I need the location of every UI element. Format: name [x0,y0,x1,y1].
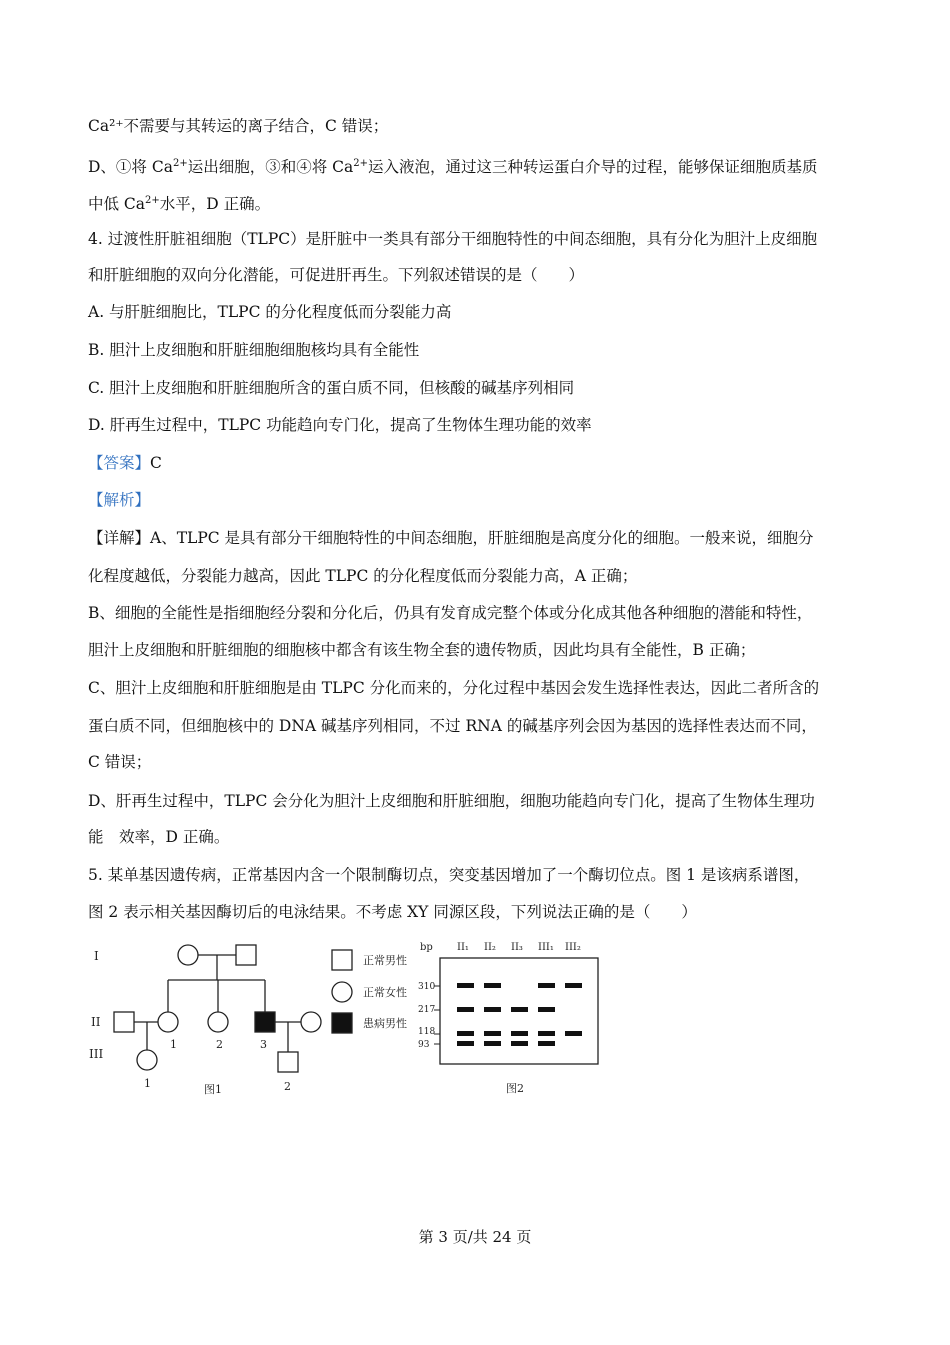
detail-label: 【详解】 [88,529,151,547]
gel-band-310bp [538,983,555,988]
generation-label-i: I [94,949,99,963]
gel-band-118bp [484,1031,501,1036]
gel-band-93bp [457,1041,474,1046]
legend-affected-label: 患病男性 [363,1017,407,1030]
individual-number: 3 [260,1038,267,1051]
text-seg: 水平，D 正确。 [159,195,271,213]
question-5-stem-2: 图 2 表示相关基因酶切后的电泳结果。不考虑 XY 同源区段，下列说法正确的是（ ） [88,903,697,921]
electrophoresis-gel [418,942,598,1095]
pedigree-male-spouse [114,1012,134,1032]
gel-lane-label: III₂ [565,942,581,953]
legend-female-label: 正常女性 [363,986,407,999]
question-4-option-a: A. 与肝脏细胞比，TLPC 的分化程度低而分裂能力高 [88,303,452,321]
gel-band-217bp [538,1007,555,1012]
detail-line-9: 能 效率，D 正确。 [88,828,230,846]
gel-band-217bp [457,1007,474,1012]
question-4-option-d: D. 肝再生过程中，TLPC 功能趋向专门化，提高了生物体生理功能的效率 [88,416,592,434]
text-seg: 运出细胞，③和④将 Ca [187,158,354,176]
pedigree-female-ii1 [158,1012,178,1032]
legend-affected-symbol [332,1013,352,1033]
detail-line-1 [88,528,814,548]
superscript: 2+ [172,158,188,169]
text-seg: A、TLPC 是具有部分干细胞特性的中间态细胞，肝脏细胞是高度分化的细胞。一般来说，细胞分 [150,529,814,547]
detail-line-7: C 错误； [88,753,152,771]
pedigree-legend [332,950,407,1033]
gel-band-93bp [484,1041,501,1046]
answer-line [88,453,162,473]
question-5-stem-1: 5. 某单基因遗传病，正常基因内含一个限制酶切点，突变基因增加了一个酶切位点。图 1 是该病系谱图， [88,866,810,884]
gel-size-label: 310 [418,982,436,992]
figure-2-caption: 图2 [506,1082,524,1095]
individual-number: 2 [216,1038,223,1051]
gel-band-310bp [457,983,474,988]
text-line-2 [88,154,818,177]
legend-male-label: 正常男性 [363,954,407,967]
text-seg: 运入液泡，通过这三种转运蛋白介导的过程，能够保证细胞质基质 [368,158,818,176]
individual-number: 1 [170,1038,177,1051]
gel-lane-label: II₁ [457,942,469,953]
pedigree-chart [89,945,321,1096]
bp-axis-label: bp [420,942,433,953]
genetics-figure [88,930,608,1100]
detail-line-2: 化程度越低，分裂能力越高，因此 TLPC 的分化程度低而分裂能力高，A 正确； [88,567,638,585]
text-line-3 [88,191,270,214]
text-seg: D、①将 Ca [88,158,173,176]
individual-number: 2 [284,1080,291,1093]
page-footer: 第 3 页/共 24 页 [418,1228,532,1246]
gel-band-93bp [511,1041,528,1046]
superscript: 2+ [145,195,160,206]
text-line-1: Ca²⁺不需要与其转运的离子结合，C 错误； [88,117,389,135]
question-4-option-b: B. 胆汁上皮细胞和肝脏细胞细胞核均具有全能性 [88,341,420,359]
gel-band-118bp [511,1031,528,1036]
gel-size-label: 93 [418,1040,430,1050]
question-4-option-c: C. 胆汁上皮细胞和肝脏细胞所含的蛋白质不同，但核酸的碱基序列相同 [88,379,575,397]
detail-line-8: D、肝再生过程中，TLPC 会分化为胆汁上皮细胞和肝脏细胞，细胞功能趋向专门化，提高了生物体生理功 [88,792,815,810]
gel-lane-label: II₂ [484,942,496,953]
figure-1-caption: 图1 [204,1083,222,1096]
gel-band-310bp [565,983,582,988]
detail-line-4: 胆汁上皮细胞和肝脏细胞的细胞核中都含有该生物全套的遗传物质，因此均具有全能性，B 正确； [88,641,756,659]
gel-band-118bp [457,1031,474,1036]
pedigree-affected-male-ii3 [255,1012,275,1032]
gel-band-93bp [538,1041,555,1046]
detail-line-3: B、细胞的全能性是指细胞经分裂和分化后，仍具有发育成完整个体或分化成其他各种细胞的潜能和特性， [88,604,813,622]
gel-band-217bp [484,1007,501,1012]
detail-line-6: 蛋白质不同，但细胞核中的 DNA 碱基序列相同，不过 RNA 的碱基序列会因为基因的选择性表达而不同， [88,717,817,735]
pedigree-female-iii1 [137,1050,157,1070]
question-4-stem-2: 和肝脏细胞的双向分化潜能，可促进肝再生。下列叙述错误的是（ ） [88,266,585,284]
pedigree-female-spouse [301,1012,321,1032]
gel-band-118bp [565,1031,582,1036]
detail-line-5: C、胆汁上皮细胞和肝脏细胞是由 TLPC 分化而来的，分化过程中基因会发生选择性表达，因此二者所含的 [88,679,820,697]
pedigree-male-i2 [236,945,256,965]
gel-size-label: 118 [418,1027,436,1037]
gel-band-310bp [484,983,501,988]
gel-band-118bp [538,1031,555,1036]
pedigree-female-ii2 [208,1012,228,1032]
legend-female-symbol [332,982,352,1002]
pedigree-female-i1 [178,945,198,965]
answer-value: C [150,454,162,472]
legend-male-symbol [332,950,352,970]
pedigree-male-iii2 [278,1052,298,1072]
gel-band-217bp [511,1007,528,1012]
text-seg: 中低 Ca [88,195,146,213]
superscript: 2+ [353,158,368,169]
generation-label-ii: II [91,1015,101,1029]
gel-lane-label: III₁ [538,942,554,953]
gel-size-label: 217 [418,1005,436,1015]
question-4-stem-1: 4. 过渡性肝脏祖细胞（TLPC）是肝脏中一类具有部分干细胞特性的中间态细胞，具有分化为胆汁上皮细胞 [88,230,818,248]
individual-number: 1 [144,1077,151,1090]
answer-label: 【答案】 [88,454,151,472]
gel-lane-label: II₃ [511,942,523,953]
analysis-label: 【解析】 [88,491,151,509]
generation-label-iii: III [89,1047,104,1061]
